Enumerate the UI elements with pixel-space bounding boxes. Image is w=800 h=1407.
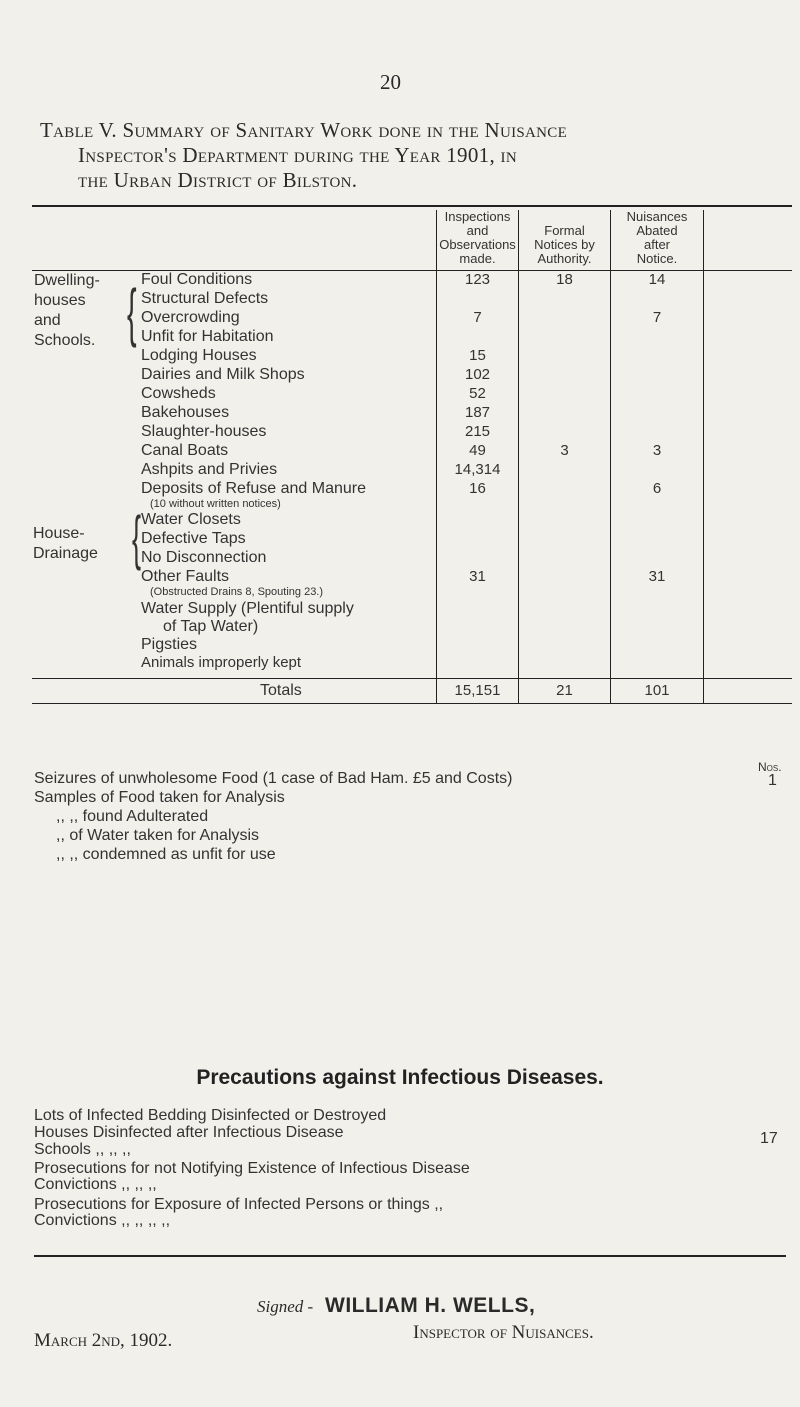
seizures-line-3: ,, ,, found Adulterated bbox=[56, 808, 209, 825]
precautions-line-6: Prosecutions for Exposure of Infected Persons or things ,, bbox=[34, 1196, 444, 1213]
note-deposits: (10 without written notices) bbox=[150, 498, 281, 510]
group-dwelling-houses: Dwelling- houses and Schools. bbox=[34, 272, 100, 349]
table-title-line-3: the Urban District of Bilston. bbox=[78, 168, 358, 192]
row-label-water-closets: Water Closets bbox=[141, 511, 241, 528]
signature-name: WILLIAM H. WELLS, bbox=[325, 1294, 536, 1317]
row-label-ashpits: Ashpits and Privies bbox=[141, 461, 278, 478]
row-label-structural-defects: Structural Defects bbox=[141, 290, 269, 307]
cell-inspections-lodging: 15 bbox=[469, 347, 486, 364]
dwelling-brace: { bbox=[127, 276, 137, 348]
cell-inspections-ashpits: 14,314 bbox=[454, 461, 501, 478]
cell-inspections-dairies: 102 bbox=[464, 366, 491, 383]
cell-abated-overcrowding: 7 bbox=[652, 309, 662, 326]
page-number: 20 bbox=[380, 70, 401, 94]
header-inspections: Inspections and Observations made. bbox=[439, 209, 516, 266]
totals-label: Totals bbox=[260, 682, 302, 699]
header-formal-notices: Formal Notices by Authority. bbox=[534, 223, 595, 266]
row-label-dairies: Dairies and Milk Shops bbox=[141, 366, 305, 383]
table-bottom-rule bbox=[32, 703, 792, 704]
row-label-lodging-houses: Lodging Houses bbox=[141, 347, 257, 364]
cell-inspections-slaughter: 215 bbox=[464, 423, 491, 440]
seizures-line-1: Seizures of unwholesome Food (1 case of Bad Ham. £5 and Costs) bbox=[34, 770, 513, 787]
precautions-line-4: Prosecutions for not Notifying Existence of Infectious Disease bbox=[34, 1160, 470, 1177]
precautions-line-2: Houses Disinfected after Infectious Disease bbox=[34, 1124, 344, 1141]
cell-inspections-other-faults: 31 bbox=[469, 568, 486, 585]
table-title-line-2: Inspector's Department during the Year 1901, in bbox=[78, 143, 517, 167]
total-notices: 21 bbox=[556, 682, 573, 699]
table-top-rule bbox=[32, 205, 792, 207]
table-title-line-1: Table V. Summary of Sanitary Work done in the Nuisance bbox=[40, 118, 568, 142]
row-label-no-disconnection: No Disconnection bbox=[141, 549, 267, 566]
seizures-value-1: 1 bbox=[768, 772, 777, 789]
precautions-line-1: Lots of Infected Bedding Disinfected or Destroyed bbox=[34, 1107, 387, 1124]
seizures-line-5: ,, ,, condemned as unfit for use bbox=[56, 846, 276, 863]
cell-notices-canal: 3 bbox=[560, 442, 569, 459]
precautions-line-3: Schools ,, ,, ,, bbox=[34, 1141, 131, 1158]
signed-prefix: Signed - bbox=[257, 1297, 314, 1316]
cell-abated-other-faults: 31 bbox=[648, 568, 666, 585]
col-divider-4 bbox=[703, 210, 704, 704]
cell-notices-foul: 18 bbox=[556, 271, 573, 288]
row-label-foul-conditions: Foul Conditions bbox=[141, 271, 253, 288]
header-nuisances-abated: Nuisances Abated after Notice. bbox=[626, 209, 688, 266]
cell-inspections-foul: 123 bbox=[464, 271, 491, 288]
cell-inspections-deposits: 16 bbox=[469, 480, 486, 497]
row-label-defective-taps: Defective Taps bbox=[141, 530, 246, 547]
precautions-value-2: 17 bbox=[760, 1130, 778, 1147]
group-house-drainage: House- Drainage bbox=[33, 525, 98, 562]
signature-role: Inspector of Nuisances. bbox=[413, 1322, 594, 1343]
row-label-animals: Animals improperly kept bbox=[141, 654, 302, 671]
precautions-line-5: Convictions ,, ,, ,, bbox=[34, 1176, 157, 1193]
total-abated: 101 bbox=[644, 682, 670, 699]
precautions-line-7: Convictions ,, ,, ,, ,, bbox=[34, 1212, 171, 1229]
row-label-deposits: Deposits of Refuse and Manure bbox=[141, 480, 367, 497]
drainage-brace: { bbox=[132, 504, 142, 571]
cell-inspections-overcrowding: 7 bbox=[473, 309, 482, 326]
cell-inspections-cowsheds: 52 bbox=[469, 385, 486, 402]
total-inspections: 15,151 bbox=[454, 682, 501, 699]
row-label-overcrowding: Overcrowding bbox=[141, 309, 240, 326]
row-label-slaughter-houses: Slaughter-houses bbox=[141, 423, 267, 440]
totals-top-rule bbox=[32, 678, 792, 679]
row-label-cowsheds: Cowsheds bbox=[141, 385, 216, 402]
nos-header: Nos. bbox=[758, 760, 782, 774]
cell-abated-deposits: 6 bbox=[652, 480, 662, 497]
note-drains: (Obstructed Drains 8, Spouting 23.) bbox=[150, 586, 324, 598]
row-label-water-supply: Water Supply (Plentiful supply bbox=[141, 600, 354, 617]
row-label-other-faults: Other Faults bbox=[141, 568, 230, 585]
row-label-unfit-habitation: Unfit for Habitation bbox=[141, 328, 274, 345]
seizures-line-4: ,, of Water taken for Analysis bbox=[56, 827, 260, 844]
precautions-heading: Precautions against Infectious Diseases. bbox=[196, 1066, 604, 1089]
section-divider bbox=[34, 1255, 786, 1257]
cell-abated-canal: 3 bbox=[652, 442, 662, 459]
seizures-line-2: Samples of Food taken for Analysis bbox=[34, 789, 285, 806]
cell-abated-foul: 14 bbox=[648, 271, 666, 288]
row-label-bakehouses: Bakehouses bbox=[141, 404, 230, 421]
signature-date: March 2nd, 1902. bbox=[34, 1330, 173, 1351]
cell-inspections-bakehouses: 187 bbox=[464, 404, 491, 421]
row-label-canal-boats: Canal Boats bbox=[141, 442, 229, 459]
cell-inspections-canal: 49 bbox=[469, 442, 486, 459]
row-label-pigsties: Pigsties bbox=[141, 636, 198, 653]
row-label-tap-water: of Tap Water) bbox=[163, 618, 259, 635]
